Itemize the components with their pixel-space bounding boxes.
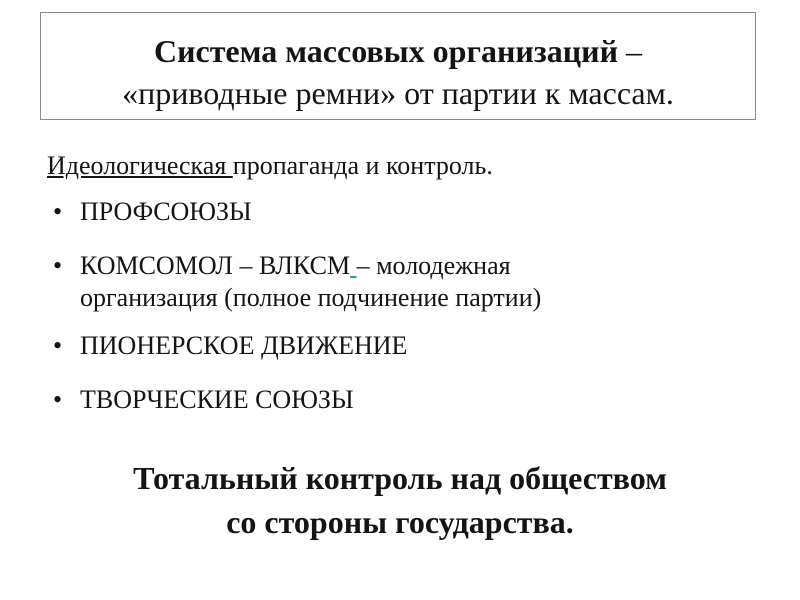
bullet-icon: •: [53, 385, 63, 414]
title-line-2: «приводные ремни» от партии к массам.: [122, 75, 674, 111]
list-item-text-a: КОМСОМОЛ – ВЛКСМ: [80, 251, 351, 280]
bullet-icon: •: [53, 251, 63, 280]
bullet-icon: •: [53, 197, 63, 226]
list-item-profsoyuzy: [53, 196, 541, 228]
conclusion-line-1: Тотальный контроль над обществом: [133, 460, 667, 496]
intro-text: [47, 150, 493, 182]
list-item-text: ТВОРЧЕСКИЕ СОЮЗЫ: [80, 385, 354, 414]
list-item-text-b: – молодежная: [356, 251, 511, 280]
list-item-komsomol: [53, 250, 541, 314]
list-item-pionery: [53, 330, 541, 362]
title-box: [40, 12, 756, 120]
list-item-tvorcheskie: [53, 384, 541, 416]
conclusion-line-2: со стороны государства.: [226, 504, 574, 540]
list-item-text: ПИОНЕРСКОЕ ДВИЖЕНИЕ: [80, 331, 408, 360]
intro-underlined: Идеологическая: [47, 151, 233, 180]
conclusion: [0, 456, 800, 544]
title-bold-text: Система массовых организаций: [153, 33, 619, 69]
list-item-text-line2: организация (полное подчинение партии): [80, 283, 542, 312]
bullet-list: [53, 196, 541, 438]
title-dash: –: [618, 33, 643, 69]
title-line-1: [41, 30, 755, 72]
bullet-icon: •: [53, 331, 63, 360]
intro-rest: пропаганда и контроль.: [232, 151, 493, 180]
list-item-text: ПРОФСОЮЗЫ: [80, 197, 252, 226]
